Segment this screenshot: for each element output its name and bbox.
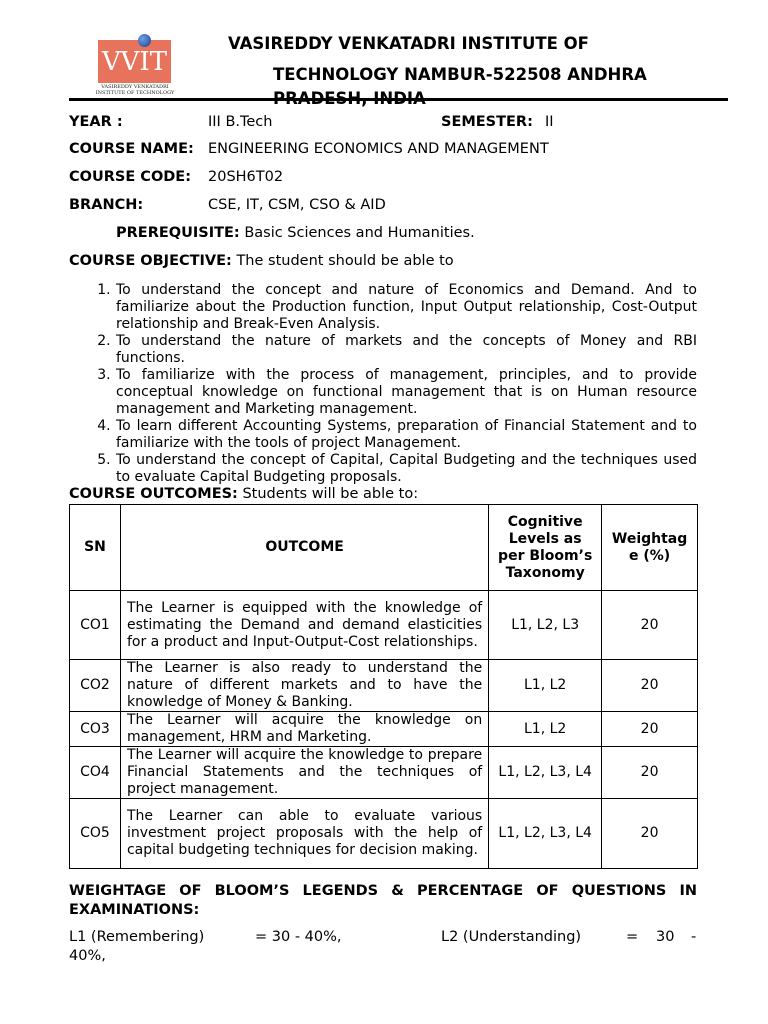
outcomes-table: [69, 504, 698, 869]
l2-value-end: 40%,: [69, 948, 106, 964]
objective-item: 3. To familiarize with the process of management, principles, and to provide conceptual knowledge on functional management that is on Human resource management and Marketing management.: [115, 367, 697, 418]
cell-sn: CO2: [70, 660, 121, 712]
header-divider: [69, 98, 728, 101]
outcomes-label: COURSE OUTCOMES:: [69, 486, 238, 502]
objective-item: 1. To understand the concept and nature of Economics and Demand. And to familiarize about the Production function, Input Output relationship, Cost-Output relationship and Break-Even Analysis.: [115, 282, 697, 333]
table-row: [70, 660, 698, 712]
cell-weight: 20: [602, 660, 698, 712]
l2-value-dash: -: [691, 929, 697, 945]
institute-title-line1: VASIREDDY VENKATADRI INSTITUTE OF: [228, 34, 589, 53]
l2-label: L2 (Understanding): [441, 929, 582, 945]
outcomes-value: Students will be able to:: [242, 486, 419, 502]
table-header-row: [70, 505, 698, 591]
branch-value: CSE, IT, CSM, CSO & AID: [208, 197, 386, 213]
cell-weight: 20: [602, 799, 698, 869]
course-code-label: COURSE CODE:: [69, 169, 192, 185]
cell-levels: L1, L2, L3, L4: [489, 799, 602, 869]
cell-sn: CO1: [70, 591, 121, 660]
logo-text: VVIT: [101, 47, 168, 77]
cell-outcome: The Learner is also ready to understand the nature of different markets and to have the knowledge of Money & Banking.: [120, 660, 488, 712]
cell-outcome: The Learner can able to evaluate various investment project proposals with the help of capital budgeting techniques for decision making.: [120, 799, 488, 869]
prerequisite-label: PREREQUISITE:: [116, 225, 240, 241]
cell-sn: CO5: [70, 799, 121, 869]
institute-logo: [98, 40, 171, 83]
objective-label: COURSE OBJECTIVE:: [69, 253, 232, 269]
cell-sn: CO3: [70, 712, 121, 747]
cell-weight: 20: [602, 712, 698, 747]
cell-levels: L1, L2: [489, 712, 602, 747]
l1-label: L1 (Remembering): [69, 929, 205, 945]
table-row: [70, 712, 698, 747]
cell-levels: L1, L2, L3, L4: [489, 747, 602, 799]
course-name-label: COURSE NAME:: [69, 141, 194, 157]
course-name-value: ENGINEERING ECONOMICS AND MANAGEMENT: [208, 141, 549, 157]
cell-outcome: The Learner is equipped with the knowledge of estimating the Demand and demand elasticities for a product and Input-Output-Cost relationships.: [120, 591, 488, 660]
semester-label: SEMESTER:: [441, 114, 533, 130]
l2-equals: =: [626, 929, 639, 945]
cell-weight: 20: [602, 591, 698, 660]
header-cognitive-levels: Cognitive Levels as per Bloom’s Taxonomy: [489, 505, 602, 591]
course-outcomes-heading: [69, 486, 418, 502]
table-row: [70, 591, 698, 660]
objective-item: 5. To understand the concept of Capital, Capital Budgeting and the techniques used to evaluate Capital Budgeting proposals.: [115, 452, 697, 486]
cell-sn: CO4: [70, 747, 121, 799]
cell-levels: L1, L2: [489, 660, 602, 712]
logo-globe-icon: [138, 34, 151, 47]
logo-subtext: VASIREDDY VENKATADRI INSTITUTE OF TECHNOLOGY: [95, 84, 175, 96]
prerequisite-value: Basic Sciences and Humanities.: [244, 225, 475, 241]
semester-value: II: [545, 114, 554, 130]
institute-title-line2: TECHNOLOGY NAMBUR-522508 ANDHRA: [273, 65, 647, 84]
cell-outcome: The Learner will acquire the knowledge on management, HRM and Marketing.: [120, 712, 488, 747]
l2-value-start: 30: [656, 929, 675, 945]
institute-title-line3: PRADESH, INDIA: [273, 89, 426, 108]
table-row: [70, 799, 698, 869]
cell-levels: L1, L2, L3: [489, 591, 602, 660]
cell-weight: 20: [602, 747, 698, 799]
objective-value: The student should be able to: [236, 253, 454, 269]
branch-label: BRANCH:: [69, 197, 144, 213]
year-value: III B.Tech: [208, 114, 273, 130]
bloom-weightage-heading: WEIGHTAGE OF BLOOM’S LEGENDS & PERCENTAGE OF QUESTIONS IN EXAMINATIONS:: [69, 883, 697, 918]
course-objective: [69, 253, 454, 269]
objective-item: 2. To understand the nature of markets and the concepts of Money and RBI functions.: [115, 333, 697, 367]
objectives-list: [69, 282, 697, 486]
header-sn: SN: [70, 505, 121, 591]
header-weightage: Weightage (%): [602, 505, 698, 591]
l1-value: = 30 - 40%,: [255, 929, 342, 945]
year-label: YEAR :: [69, 114, 123, 130]
course-code-value: 20SH6T02: [208, 169, 284, 185]
table-row: [70, 747, 698, 799]
header-outcome: OUTCOME: [120, 505, 488, 591]
prerequisite: [116, 225, 475, 241]
objective-item: 4. To learn different Accounting Systems, preparation of Financial Statement and to familiarize with the tools of project Management.: [115, 418, 697, 452]
cell-outcome: The Learner will acquire the knowledge to prepare Financial Statements and the techniques of project management.: [120, 747, 488, 799]
